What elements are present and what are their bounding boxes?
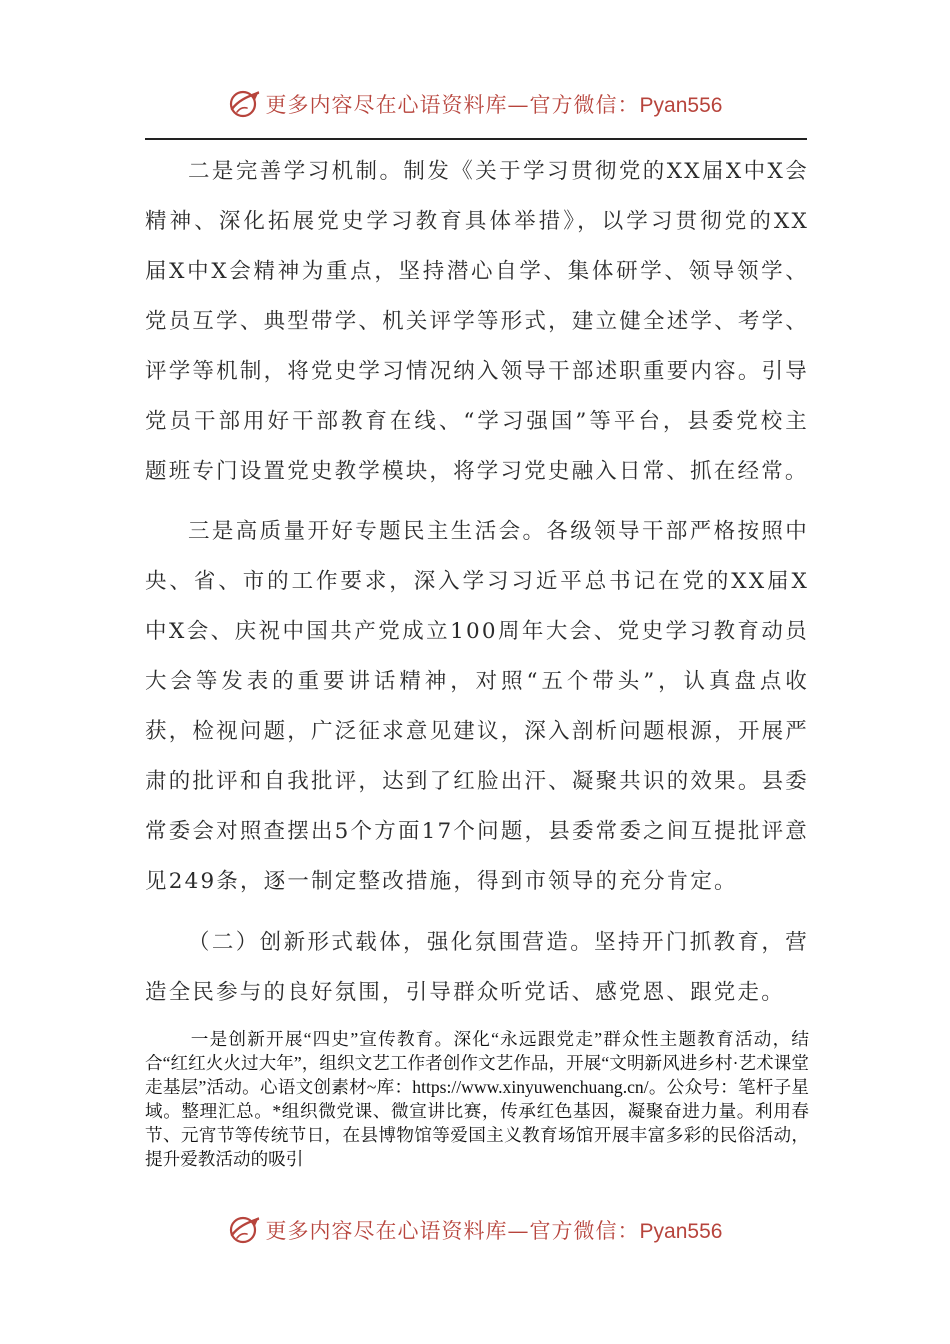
paragraph-democratic-life-meeting: 三是高质量开好专题民主生活会。各级领导干部严格按照中央、省、市的工作要求，深入学习习近平总书记在党的XX届X中X会、庆祝中国共产党成立100周年大会、党史学习教育动员大会等发表的重要讲话精神，对照“五个带头”，认真盘点收获，检视问题，广泛征求意见建议，深入剖析问题根源，开展严肃的批评和自我批评，达到了红脸出汗、凝聚共识的效果。县委常委会对照查摆出5个方面17个问题，县委常委之间互提批评意见249条，逐一制定整改措施，得到市领导的充分肯定。 [145, 519, 809, 894]
header-banner-text: 更多内容尽在心语资料库—官方微信：Pyan556 [265, 93, 723, 117]
footer-banner-text: 更多内容尽在心语资料库—官方微信：Pyan556 [265, 1219, 723, 1243]
paragraph-innovate-forms: （二）创新形式载体，强化氛围营造。坚持开门抓教育，营造全民参与的良好氛围，引导群众听党话、感党恩、跟党走。 [145, 930, 809, 1005]
paragraph-four-histories: 一是创新开展“四史”宣传教育。深化“永远跟党走”群众性主题教育活动，结合“红红火火过大年”，组织文艺工作者创作文艺作品，开展“文明新风进乡村·艺术课堂走基层”活动。心语文创素材~库：https://www.xinyuwenchuang.cn/。公众号：笔杆子星域。整理汇总。*组织微党课、微宣讲比赛，传承红色基因，凝聚奋进力量。利用春节、元宵节等传统节日，在县博物馆等爱国主义教育场馆开展丰富多彩的民俗活动，提升爱教活动的吸引 [145, 1029, 809, 1169]
header-banner [0, 84, 950, 124]
paragraph-learning-mechanism: 二是完善学习机制。制发《关于学习贯彻党的XX届X中X会精神、深化拓展党史学习教育具体举措》，以学习贯彻党的XX届X中X会精神为重点，坚持潜心自学、集体研学、领导领学、党员互学、典型带学、机关评学等形式，建立健全述学、考学、评学等机制，将党史学习情况纳入领导干部述职重要内容。引导党员干部用好干部教育在线、“学习强国”等平台，县委党校主题班专门设置党史教学模块，将学习党史融入日常、抓在经常。 [145, 159, 809, 484]
footer-wechat-id: Pyan556 [639, 1220, 723, 1243]
header-wechat-id: Pyan556 [639, 94, 723, 117]
header-divider [145, 138, 807, 140]
footer-banner [0, 1210, 950, 1250]
pen-logo-icon [228, 1213, 262, 1247]
pen-logo-icon [228, 87, 262, 121]
